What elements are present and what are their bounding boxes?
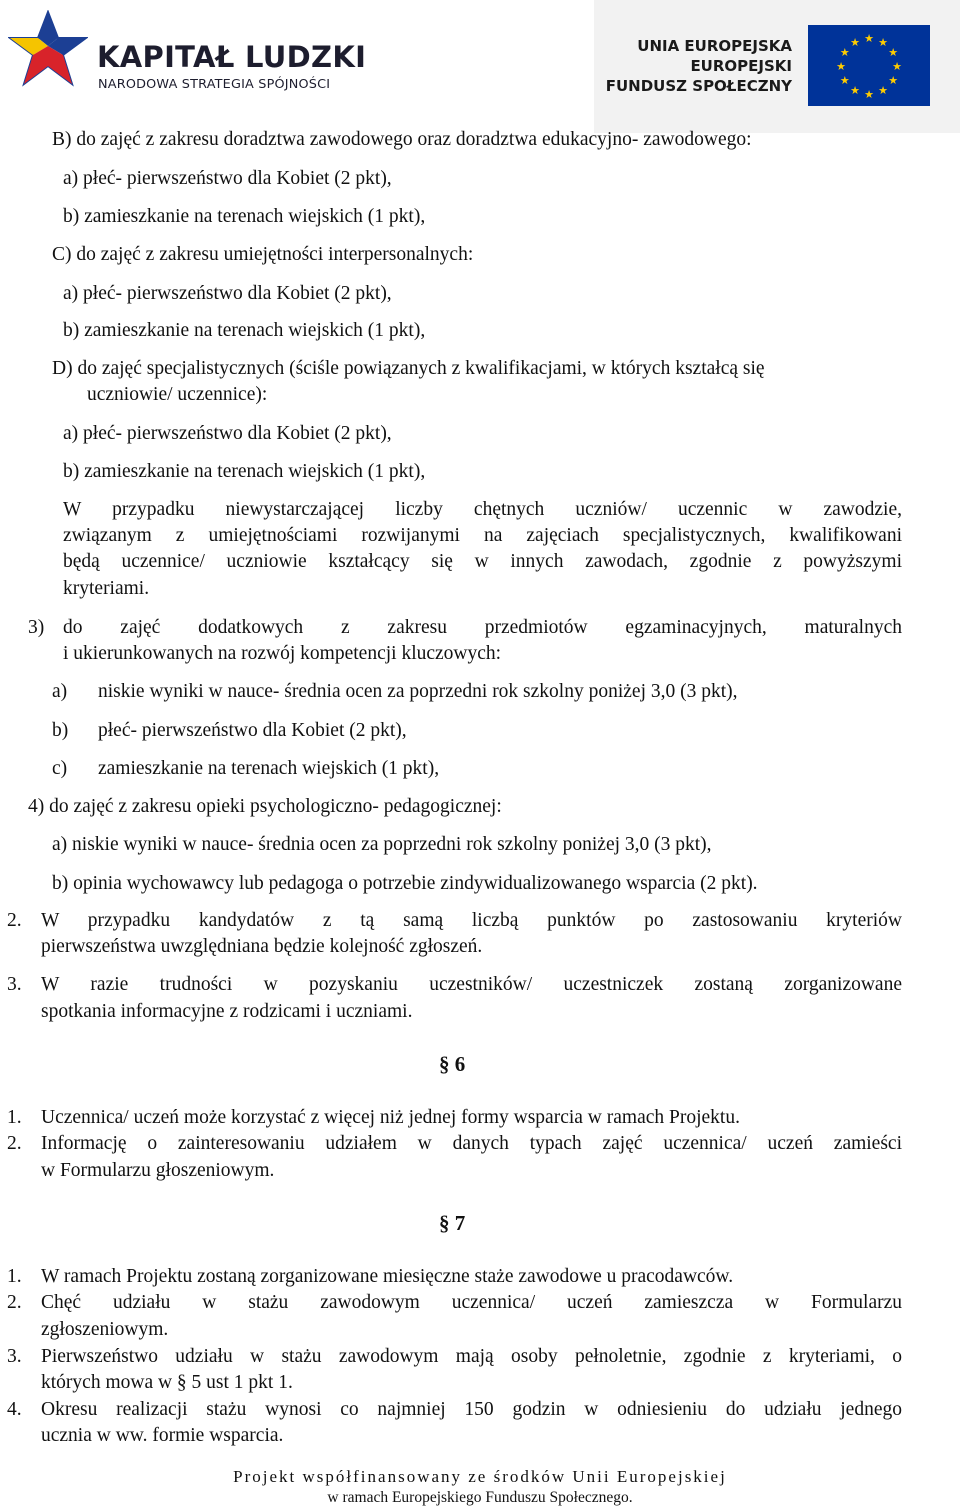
point-3-c-label: c)	[52, 758, 68, 779]
s7-item-1-number: 1.	[7, 1266, 22, 1287]
s7-item-1: W ramach Projektu zostaną zorganizowane miesięczne staże zawodowe u pracodawców.	[41, 1266, 734, 1287]
footer-line-1: Projekt współfinansowany ze środków Unii Europejskiej	[233, 1467, 727, 1486]
eu-line-3: FUNDUSZ SPOŁECZNY	[605, 77, 792, 95]
svg-text:★: ★	[864, 32, 874, 45]
s7-item-4-line-2: ucznia w ww. formie wsparcia.	[41, 1425, 284, 1446]
s6-item-2-line-2: w Formularzu głoszeniowym.	[41, 1160, 275, 1181]
eu-line-2: EUROPEJSKI	[690, 57, 792, 75]
criteria-b-item-b: b) zamieszkanie na terenach wiejskich (1 pkt),	[63, 206, 426, 227]
s6-item-2-number: 2.	[7, 1133, 22, 1154]
criteria-c-item-a: a) płeć- pierwszeństwo dla Kobiet (2 pkt),	[63, 283, 392, 304]
s6-item-1: Uczennica/ uczeń może korzystać z więcej niż jednej formy wsparcia w ramach Projektu.	[41, 1107, 740, 1128]
note-line-1: W przypadku niewystarczającej liczby chętnych uczniów/ uczennic w zawodzie,	[63, 499, 902, 520]
point-4-b: b) opinia wychowawcy lub pedagoga o potrzebie zindywidualizowanego wsparcia (2 pkt).	[52, 873, 758, 894]
point-3-c: zamieszkanie na terenach wiejskich (1 pkt),	[98, 758, 440, 779]
s6-item-2-line-1: Informację o zainteresowaniu udziałem w danych typach zajęć uczennica/ uczeń zamieści	[41, 1133, 902, 1154]
logo-title: KAPITAŁ LUDZKI	[97, 40, 367, 74]
point-4-a: a) niskie wyniki w nauce- średnia ocen za poprzedni rok szkolny poniżej 3,0 (3 pkt),	[52, 834, 712, 855]
criteria-c-heading: C) do zajęć z zakresu umiejętności interpersonalnych:	[52, 244, 474, 265]
item-3-line-1: W razie trudności w pozyskaniu uczestników/ uczestniczek zostaną zorganizowane	[41, 974, 902, 995]
item-3-number: 3.	[7, 974, 22, 995]
criteria-d-item-a: a) płeć- pierwszeństwo dla Kobiet (2 pkt),	[63, 423, 392, 444]
footer-line-2: w ramach Europejskiego Funduszu Społecznego.	[327, 1489, 633, 1506]
svg-text:★: ★	[888, 74, 899, 87]
svg-text:★: ★	[864, 88, 874, 101]
section-7-heading: § 7	[439, 1211, 466, 1235]
svg-text:★: ★	[850, 84, 860, 98]
eu-line-1: UNIA EUROPEJSKA	[637, 37, 792, 55]
note-line-2: związanym z umiejętnościami rozwijanymi na zajęciach specjalistycznych, kwalifikowani	[63, 525, 902, 546]
criteria-d-heading: D) do zajęć specjalistycznych (ściśle powiązanych z kwalifikacjami, w których kształcą się	[52, 358, 765, 379]
point-3-line-1: do zajęć dodatkowych z zakresu przedmiotów egzaminacyjnych, maturalnych	[63, 617, 902, 638]
logo-subtitle: NARODOWA STRATEGIA SPÓJNOŚCI	[98, 77, 331, 92]
svg-text:★: ★	[888, 46, 899, 59]
s7-item-2-number: 2.	[7, 1292, 22, 1313]
s7-item-3-line-2: których mowa w § 5 ust 1 pkt 1.	[41, 1372, 293, 1393]
point-3-line-2: i ukierunkowanych na rozwój kompetencji kluczowych:	[63, 643, 502, 664]
item-2-number: 2.	[7, 910, 22, 931]
s7-item-3-line-1: Pierwszeństwo udziału w stażu zawodowym mają osoby pełnoletnie, zgodnie z kryteriami, o	[41, 1346, 902, 1367]
criteria-b-item-a: a) płeć- pierwszeństwo dla Kobiet (2 pkt),	[63, 168, 392, 189]
svg-text:★: ★	[850, 35, 860, 49]
s7-item-3-number: 3.	[7, 1346, 22, 1367]
svg-text:★: ★	[878, 84, 888, 98]
s7-item-4-line-1: Okresu realizacji stażu wynosi co najmniej 150 godzin w odniesieniu do udziału jednego	[41, 1399, 902, 1420]
criteria-b-heading: B) do zajęć z zakresu doradztwa zawodowego oraz doradztwa edukacyjno- zawodowego:	[52, 129, 752, 150]
section-6-heading: § 6	[439, 1052, 466, 1076]
point-3-a-label: a)	[52, 681, 68, 702]
s6-item-1-number: 1.	[7, 1107, 22, 1128]
item-3-line-2: spotkania informacyjne z rodzicami i uczniami.	[41, 1001, 413, 1022]
svg-text:★: ★	[892, 60, 902, 73]
criteria-d-item-b: b) zamieszkanie na terenach wiejskich (1 pkt),	[63, 461, 426, 482]
note-line-3: będą uczennice/ uczniowie kształcący się w innych zawodach, zgodnie z powyższymi	[63, 551, 902, 572]
point-3-b-label: b)	[52, 720, 69, 741]
point-4: 4) do zajęć z zakresu opieki psychologiczno- pedagogicznej:	[28, 796, 502, 817]
svg-text:★: ★	[839, 74, 850, 87]
criteria-d-heading-cont: uczniowie/ uczennice):	[87, 384, 268, 405]
svg-text:★: ★	[878, 35, 888, 49]
point-3-number: 3)	[28, 617, 45, 638]
point-3-b: płeć- pierwszeństwo dla Kobiet (2 pkt),	[98, 720, 407, 741]
s7-item-2-line-2: zgłoszeniowym.	[41, 1319, 169, 1340]
kapital-ludzki-logo-icon	[8, 10, 88, 90]
eu-flag-icon	[808, 25, 930, 106]
item-2-line-1: W przypadku kandydatów z tą samą liczbą punktów po zastosowaniu kryteriów	[41, 910, 902, 931]
s7-item-4-number: 4.	[7, 1399, 22, 1420]
svg-text:★: ★	[836, 60, 846, 73]
item-2-line-2: pierwszeństwa uwzględniana będzie kolejność zgłoszeń.	[41, 936, 483, 957]
note-line-4: kryteriami.	[63, 578, 150, 599]
svg-text:★: ★	[839, 46, 850, 59]
point-3-a: niskie wyniki w nauce- średnia ocen za poprzedni rok szkolny poniżej 3,0 (3 pkt),	[98, 681, 738, 702]
criteria-c-item-b: b) zamieszkanie na terenach wiejskich (1 pkt),	[63, 320, 426, 341]
s7-item-2-line-1: Chęć udziału w stażu zawodowym uczennica/ uczeń zamieszcza w Formularzu	[41, 1292, 902, 1313]
